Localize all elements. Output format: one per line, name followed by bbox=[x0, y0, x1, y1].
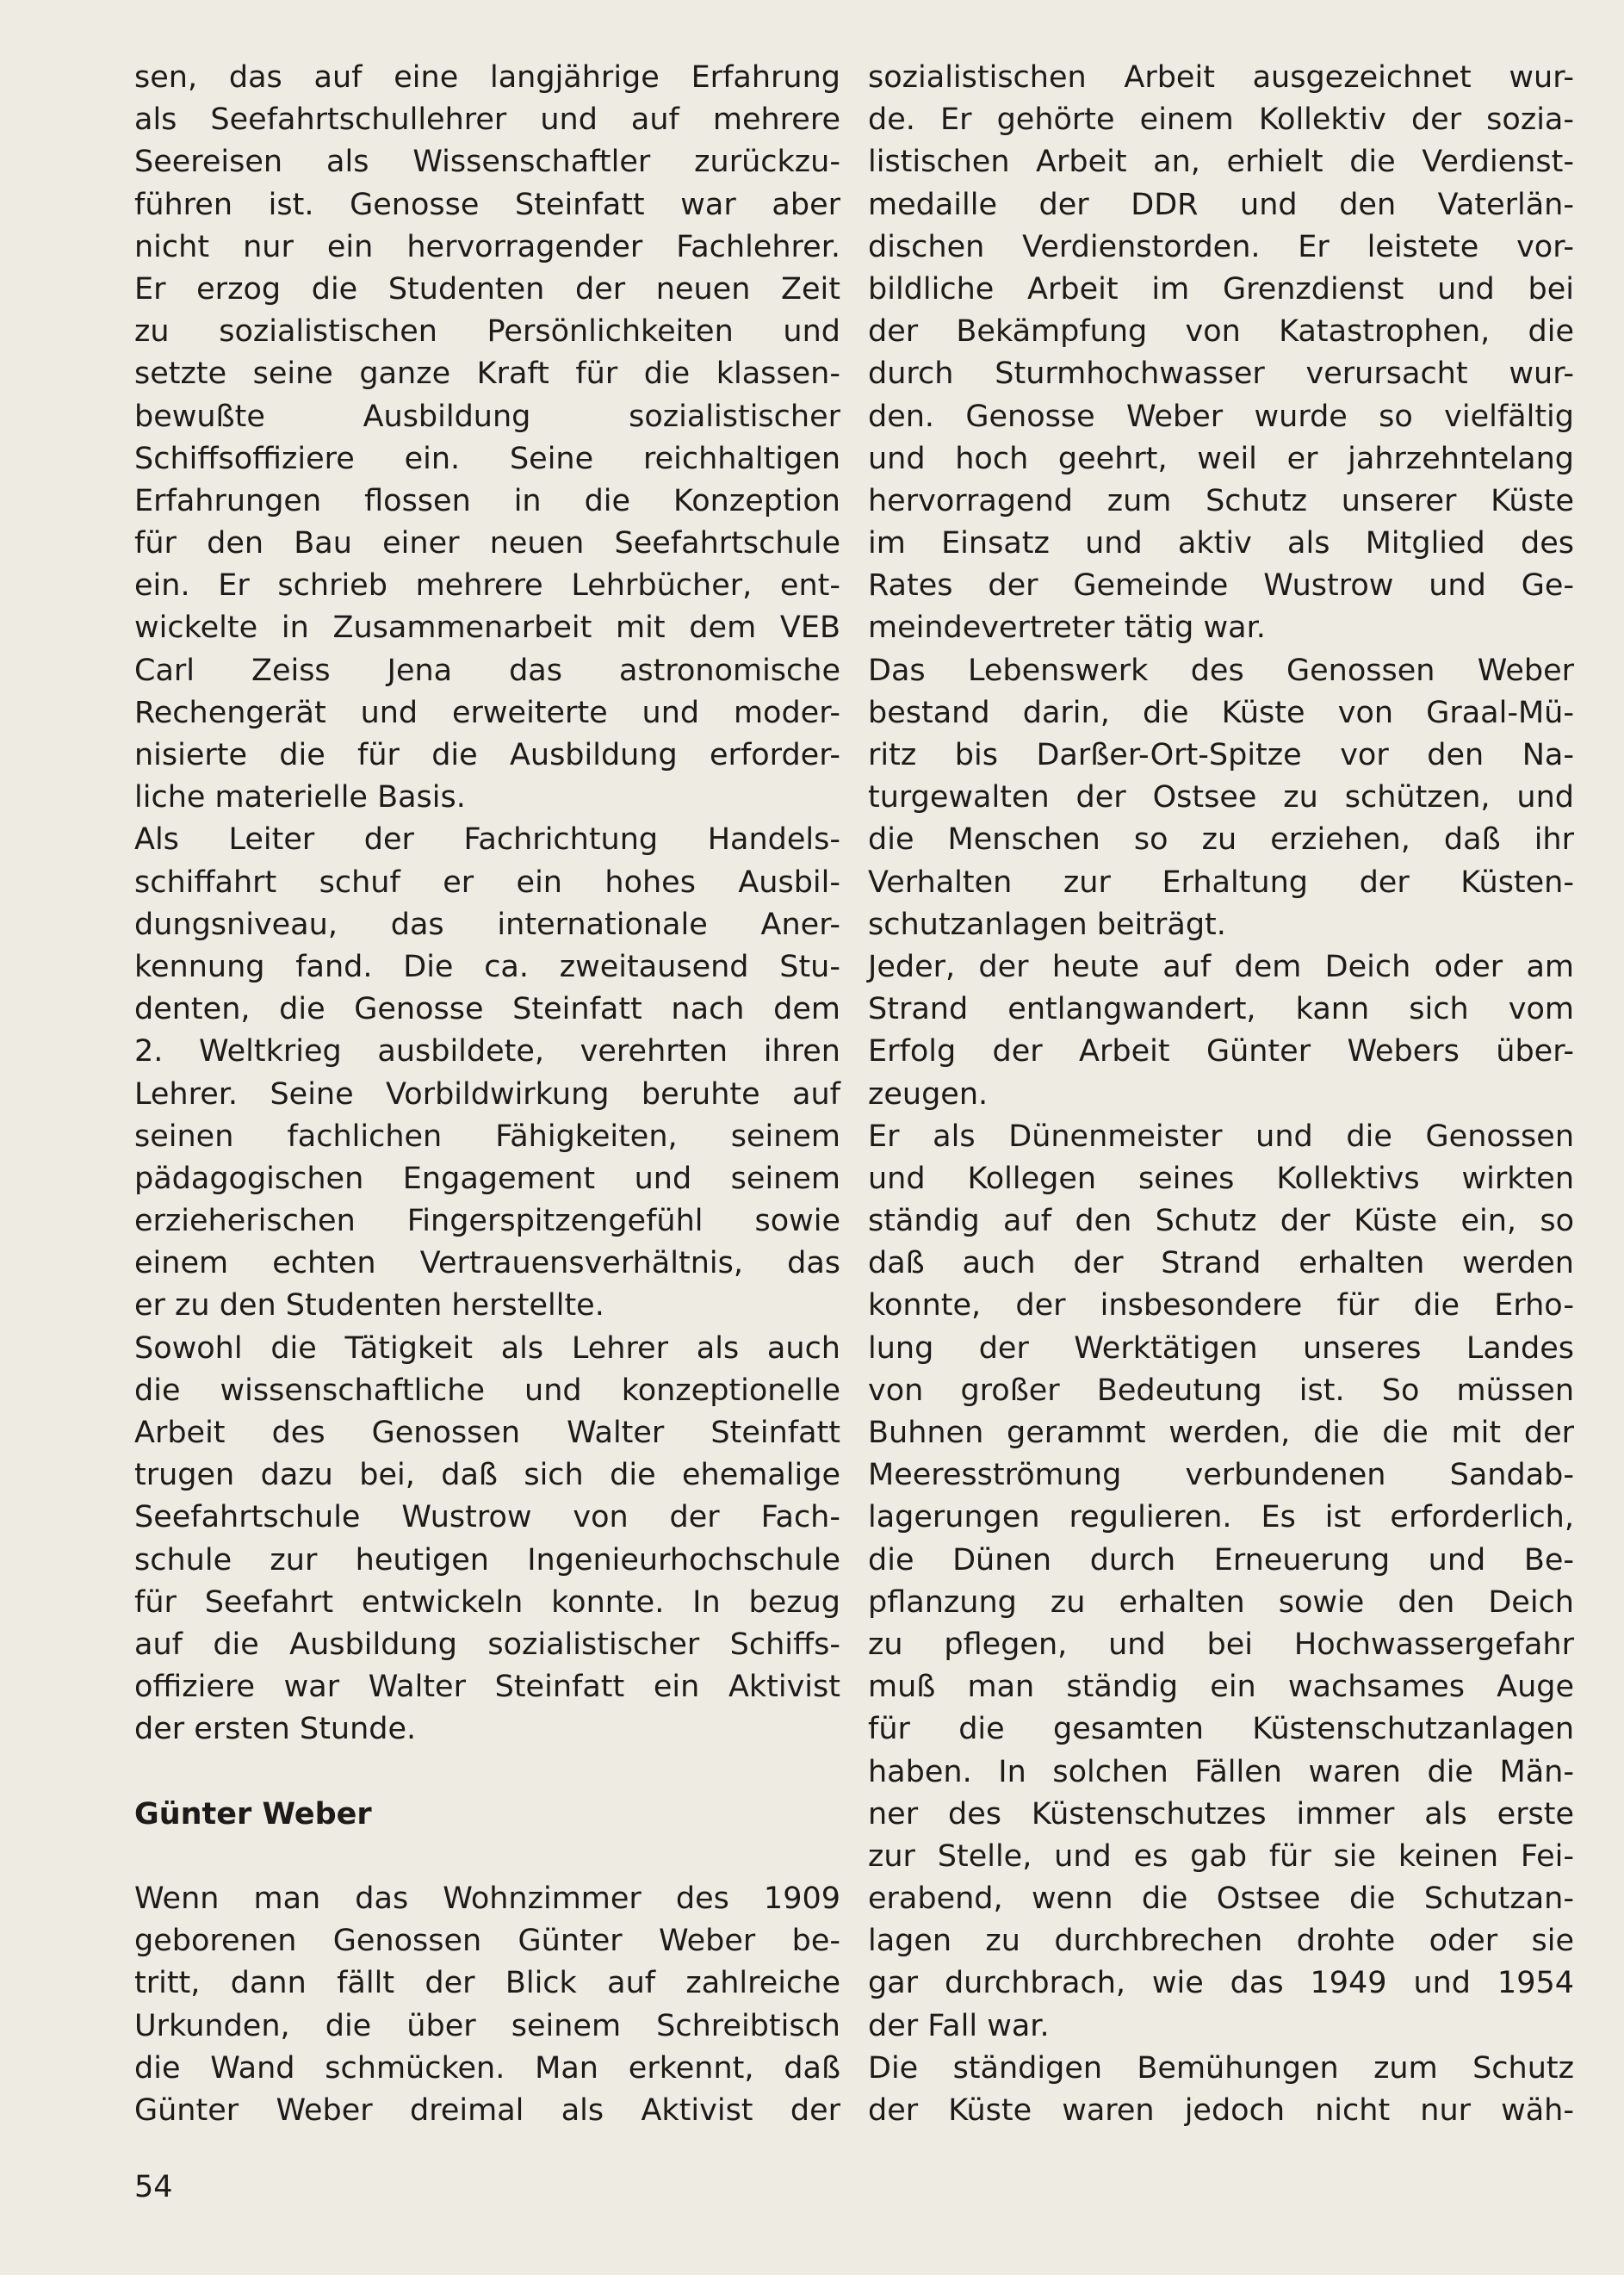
text-line: denten, die Genosse Steinfatt nach dem bbox=[134, 992, 840, 1027]
right-column bbox=[868, 57, 1574, 2132]
section-spacer bbox=[134, 1751, 840, 1794]
text-line: pädagogischen Engagement und seinem bbox=[134, 1161, 840, 1196]
text-line: bewußte Ausbildung sozialistischer bbox=[134, 399, 840, 434]
text-line: offiziere war Walter Steinfatt ein Aktivist bbox=[134, 1670, 840, 1705]
text-line: Jeder, der heute auf dem Deich oder am bbox=[868, 949, 1574, 984]
text-line: als Seefahrtschullehrer und auf mehrere bbox=[134, 102, 840, 138]
section-spacer bbox=[134, 1836, 840, 1878]
text-line: kennung fand. Die ca. zweitausend Stu- bbox=[134, 949, 840, 984]
text-line: setzte seine ganze Kraft für die klassen- bbox=[134, 356, 840, 392]
text-line: schutzanlagen beiträgt. bbox=[868, 907, 1226, 942]
text-line: sozialistischen Arbeit ausgezeichnet wur- bbox=[868, 60, 1574, 95]
text-line: Seefahrtschule Wustrow von der Fach- bbox=[134, 1500, 840, 1535]
text-line: führen ist. Genosse Steinfatt war aber bbox=[134, 187, 840, 222]
text-line: zur Stelle, und es gab für sie keinen Fei- bbox=[868, 1838, 1574, 1874]
text-line: nisierte die für die Ausbildung erforder- bbox=[134, 738, 840, 772]
text-line: Seereisen als Wissenschaftler zurückzu- bbox=[134, 145, 840, 180]
left-column bbox=[134, 57, 840, 2132]
text-line: im Einsatz und aktiv als Mitglied des bbox=[868, 526, 1574, 561]
text-line: ner des Küstenschutzes immer als erste bbox=[868, 1796, 1574, 1832]
text-line: haben. In solchen Fällen waren die Män- bbox=[868, 1754, 1574, 1789]
text-line: Verhalten zur Erhaltung der Küsten- bbox=[868, 865, 1574, 900]
text-line: turgewalten der Ostsee zu schützen, und bbox=[868, 780, 1574, 815]
text-line: Carl Zeiss Jena das astronomische bbox=[134, 653, 840, 688]
text-line: die Dünen durch Erneuerung und Be- bbox=[868, 1542, 1574, 1578]
text-line: lung der Werktätigen unseres Landes bbox=[868, 1330, 1574, 1366]
text-line: von großer Bedeutung ist. So müssen bbox=[868, 1373, 1574, 1408]
text-line: liche materielle Basis. bbox=[134, 780, 466, 815]
text-line: Die ständigen Bemühungen zum Schutz bbox=[868, 2050, 1574, 2086]
text-line: seinen fachlichen Fähigkeiten, seinem bbox=[134, 1119, 840, 1154]
text-line: muß man ständig ein wachsames Auge bbox=[868, 1670, 1574, 1705]
text-line: Strand entlangwandert, kann sich vom bbox=[868, 992, 1574, 1027]
text-line: Erfolg der Arbeit Günter Webers über- bbox=[868, 1034, 1574, 1069]
text-line: sen, das auf eine langjährige Erfahrung bbox=[134, 60, 840, 95]
text-line: erzieherischen Fingerspitzengefühl sowie bbox=[134, 1204, 840, 1239]
text-line: geborenen Genossen Günter Weber be- bbox=[134, 1924, 840, 1959]
left-column-section-body bbox=[134, 1878, 840, 2132]
text-line: Wenn man das Wohnzimmer des 1909 bbox=[134, 1881, 840, 1917]
text-line: die wissenschaftliche und konzeptionelle bbox=[134, 1373, 840, 1408]
text-line: bestand darin, die Küste von Graal-Mü- bbox=[868, 695, 1574, 730]
text-line: der Fall war. bbox=[868, 2008, 1050, 2043]
text-line: wickelte in Zusammenarbeit mit dem VEB bbox=[134, 611, 840, 646]
text-line: Urkunden, die über seinem Schreibtisch bbox=[134, 2008, 840, 2043]
text-line: zeugen. bbox=[868, 1076, 989, 1112]
text-line: Arbeit des Genossen Walter Steinfatt bbox=[134, 1416, 840, 1450]
text-line: erabend, wenn die Ostsee die Schutzan- bbox=[868, 1881, 1574, 1917]
text-line: Erfahrungen flossen in die Konzeption bbox=[134, 483, 840, 518]
text-line: schule zur heutigen Ingenieurhochschule bbox=[134, 1542, 840, 1578]
text-line: ritz bis Darßer-Ort-Spitze vor den Na- bbox=[868, 738, 1574, 772]
text-line: Er erzog die Studenten der neuen Zeit bbox=[134, 271, 840, 307]
text-line: den. Genosse Weber wurde so vielfältig bbox=[868, 399, 1574, 434]
text-line: für Seefahrt entwickeln konnte. In bezug bbox=[134, 1584, 840, 1620]
text-line: durch Sturmhochwasser verursacht wur- bbox=[868, 356, 1574, 392]
text-line: pflanzung zu erhalten sowie den Deich bbox=[868, 1584, 1574, 1620]
text-line: 2. Weltkrieg ausbildete, verehrten ihren bbox=[134, 1034, 840, 1069]
text-line: schiffahrt schuf er ein hohes Ausbil- bbox=[134, 865, 840, 900]
text-line: konnte, der insbesondere für die Erho- bbox=[868, 1288, 1574, 1323]
text-line: dischen Verdienstorden. Er leistete vor- bbox=[868, 229, 1574, 264]
text-line: meindevertreter tätig war. bbox=[868, 611, 1266, 646]
left-column-body bbox=[134, 57, 840, 1751]
text-line: für den Bau einer neuen Seefahrtschule bbox=[134, 526, 840, 561]
text-line: zu pflegen, und bei Hochwassergefahr bbox=[868, 1627, 1574, 1662]
text-line: Das Lebenswerk des Genossen Weber bbox=[868, 653, 1574, 688]
text-line: der Bekämpfung von Katastrophen, die bbox=[868, 314, 1574, 350]
text-line: die Wand schmücken. Man erkennt, daß bbox=[134, 2050, 840, 2086]
text-line: lagerungen regulieren. Es ist erforderlich, bbox=[868, 1500, 1574, 1535]
text-line: trugen dazu bei, daß sich die ehemalige bbox=[134, 1458, 840, 1493]
text-line: Günter Weber dreimal als Aktivist der bbox=[134, 2093, 840, 2128]
text-line: de. Er gehörte einem Kollektiv der sozia- bbox=[868, 102, 1574, 138]
text-line: einem echten Vertrauensverhältnis, das bbox=[134, 1246, 840, 1281]
text-line: der ersten Stunde. bbox=[134, 1712, 417, 1747]
text-line: für die gesamten Küstenschutzanlagen bbox=[868, 1712, 1574, 1747]
page-number: 54 bbox=[134, 2170, 173, 2204]
text-line: und Kollegen seines Kollektivs wirkten bbox=[868, 1161, 1574, 1196]
text-line: Rates der Gemeinde Wustrow und Ge- bbox=[868, 568, 1574, 604]
text-line: ständig auf den Schutz der Küste ein, so bbox=[868, 1204, 1574, 1239]
text-line: Als Leiter der Fachrichtung Handels- bbox=[134, 822, 840, 858]
text-line: Sowohl die Tätigkeit als Lehrer als auch bbox=[134, 1330, 840, 1366]
text-line: hervorragend zum Schutz unserer Küste bbox=[868, 483, 1574, 518]
text-line: daß auch der Strand erhalten werden bbox=[868, 1246, 1574, 1281]
right-column-body bbox=[868, 57, 1574, 2132]
text-line: er zu den Studenten herstellte. bbox=[134, 1288, 604, 1323]
text-line: gar durchbrach, wie das 1949 und 1954 bbox=[868, 1966, 1574, 2001]
text-line: Meeresströmung verbundenen Sandab- bbox=[868, 1458, 1574, 1493]
text-line: nicht nur ein hervorragender Fachlehrer. bbox=[134, 229, 840, 264]
text-line: ein. Er schrieb mehrere Lehrbücher, ent- bbox=[134, 568, 840, 604]
text-line: Buhnen gerammt werden, die die mit der bbox=[868, 1416, 1574, 1450]
text-line: die Menschen so zu erziehen, daß ihr bbox=[868, 822, 1574, 858]
text-line: auf die Ausbildung sozialistischer Schiffs- bbox=[134, 1627, 840, 1662]
text-line: Schiffsoffiziere ein. Seine reichhaltigen bbox=[134, 441, 840, 476]
text-line: Er als Dünenmeister und die Genossen bbox=[868, 1119, 1574, 1154]
text-line: und hoch geehrt, weil er jahrzehntelang bbox=[868, 441, 1574, 476]
text-line: dungsniveau, das internationale Aner- bbox=[134, 907, 840, 942]
text-line: bildliche Arbeit im Grenzdienst und bei bbox=[868, 271, 1574, 307]
text-line: Rechengerät und erweiterte und moder- bbox=[134, 695, 840, 730]
text-line: listischen Arbeit an, erhielt die Verdienst- bbox=[868, 145, 1574, 180]
text-line: lagen zu durchbrechen drohte oder sie bbox=[868, 1924, 1574, 1959]
section-heading: Günter Weber bbox=[134, 1796, 372, 1832]
text-line: Lehrer. Seine Vorbildwirkung beruhte auf bbox=[134, 1076, 840, 1112]
text-line: tritt, dann fällt der Blick auf zahlreiche bbox=[134, 1966, 840, 2001]
text-line: zu sozialistischen Persönlichkeiten und bbox=[134, 314, 840, 350]
text-line: der Küste waren jedoch nicht nur wäh- bbox=[868, 2093, 1574, 2128]
text-line: medaille der DDR und den Vaterlän- bbox=[868, 187, 1574, 222]
